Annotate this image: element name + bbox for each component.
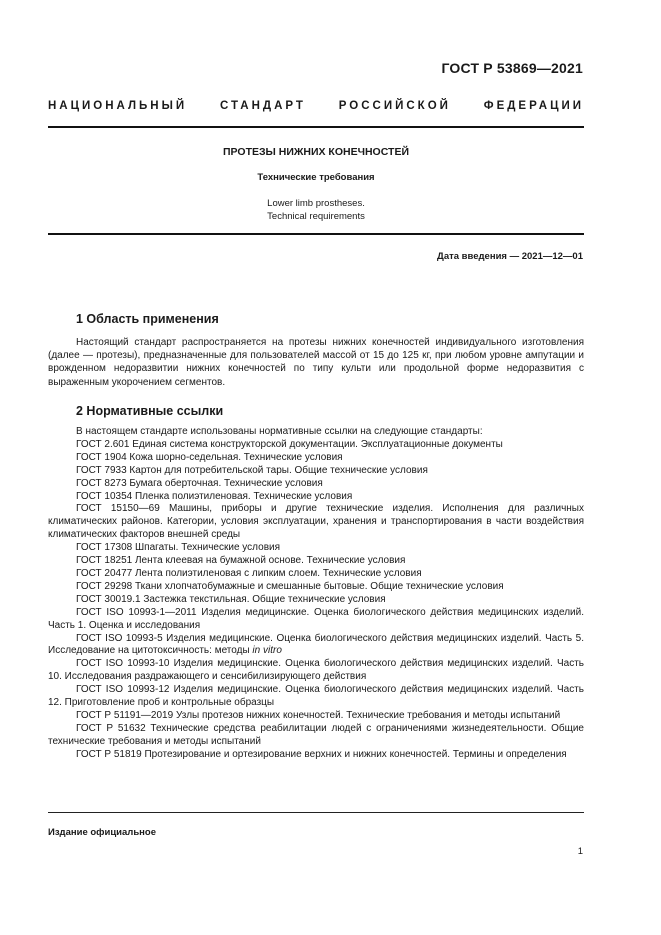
section-1-heading: 1 Область применения <box>76 312 219 326</box>
reference-item: ГОСТ ISO 10993-10 Изделия медицинские. Оценка биологического действия медицинских изделий. Часть 10. Исследования раздражающего и сенсибилизирующего действия <box>48 658 584 683</box>
reference-text: ГОСТ ISO 10993-5 Изделия медицинские. Оценка биологического действия медицинских изделий. Часть 5. Исследование на цитотоксичность: методы <box>48 632 584 657</box>
section-1-text: Настоящий стандарт распространяется на протезы нижних конечностей индивидуального изготовления (далее — протезы), предназначенные для пользователей массой от 15 до 125 кг, при любом уровне ампутации и врожденном недоразвитии нижних конечностей по типу культи или продольной форме недоразвития с выраженным укорочением сегментов. <box>48 337 584 388</box>
introduction-date: Дата введения — 2021—12—01 <box>437 251 583 262</box>
references-intro: В настоящем стандарте использованы нормативные ссылки на следующие стандарты: <box>76 426 483 437</box>
reference-item: ГОСТ Р 51191—2019 Узлы протезов нижних конечностей. Технические требования и методы испытаний <box>76 709 561 721</box>
document-subtitle: Технические требования <box>257 172 375 183</box>
title-bottom-rule <box>48 233 584 235</box>
reference-item: ГОСТ Р 51819 Протезирование и ортезирование верхних и нижних конечностей. Термины и определения <box>76 748 567 760</box>
english-title-line-2: Technical requirements <box>267 210 365 222</box>
reference-item: ГОСТ 2.601 Единая система конструкторской документации. Эксплуатационные документы <box>76 438 503 450</box>
footer-rule <box>48 812 584 813</box>
reference-item: ГОСТ 29298 Ткани хлопчатобумажные и смешанные бытовые. Общие технические условия <box>76 580 504 592</box>
document-id: ГОСТ Р 53869—2021 <box>441 60 583 76</box>
national-standard-banner: НАЦИОНАЛЬНЫЙ СТАНДАРТ РОССИЙСКОЙ ФЕДЕРАЦИИ <box>48 100 584 112</box>
document-title: ПРОТЕЗЫ НИЖНИХ КОНЕЧНОСТЕЙ <box>222 146 410 158</box>
normative-references <box>48 426 584 762</box>
reference-item: ГОСТ 1904 Кожа шорно-седельная. Технические условия <box>76 451 343 463</box>
reference-item: ГОСТ 8273 Бумага оберточная. Технические условия <box>76 477 323 489</box>
reference-item: ГОСТ 20477 Лента полиэтиленовая с липким слоем. Технические условия <box>76 567 422 579</box>
reference-item: ГОСТ 17308 Шпагаты. Технические условия <box>76 542 281 554</box>
english-title-line-1: Lower limb prostheses. <box>267 198 365 209</box>
reference-item: ГОСТ 30019.1 Застежка текстильная. Общие технические условия <box>76 593 386 605</box>
reference-item: ГОСТ 18251 Лента клеевая на бумажной основе. Технические условия <box>76 555 406 567</box>
reference-italic-term: in vitro <box>252 645 282 657</box>
reference-item: ГОСТ ISO 10993-12 Изделия медицинские. Оценка биологического действия медицинских изделий. Часть 12. Приготовление проб и контрольные образцы <box>48 684 584 709</box>
reference-item: ГОСТ 10354 Пленка полиэтиленовая. Технические условия <box>76 490 353 502</box>
reference-item: ГОСТ 15150—69 Машины, приборы и другие технические изделия. Исполнения для различных климатических районов. Категории, условия эксплуатации, хранения и транспортирования в части воздействия климатических факторов внешней среды <box>48 503 584 541</box>
english-title <box>48 198 584 223</box>
reference-item: ГОСТ Р 51632 Технические средства реабилитации людей с ограничениями жизнедеятельности. Общие технические требования и методы испытаний <box>48 722 584 747</box>
top-rule <box>48 126 584 128</box>
reference-item <box>48 633 584 659</box>
reference-item: ГОСТ ISO 10993-1—2011 Изделия медицинские. Оценка биологического действия медицинских изделий. Часть 1. Оценка и исследования <box>48 606 584 631</box>
official-edition-label: Издание официальное <box>48 827 156 838</box>
reference-item: ГОСТ 7933 Картон для потребительской тары. Общие технические условия <box>76 464 428 476</box>
section-2-heading: 2 Нормативные ссылки <box>76 404 224 418</box>
page-number: 1 <box>577 846 583 857</box>
